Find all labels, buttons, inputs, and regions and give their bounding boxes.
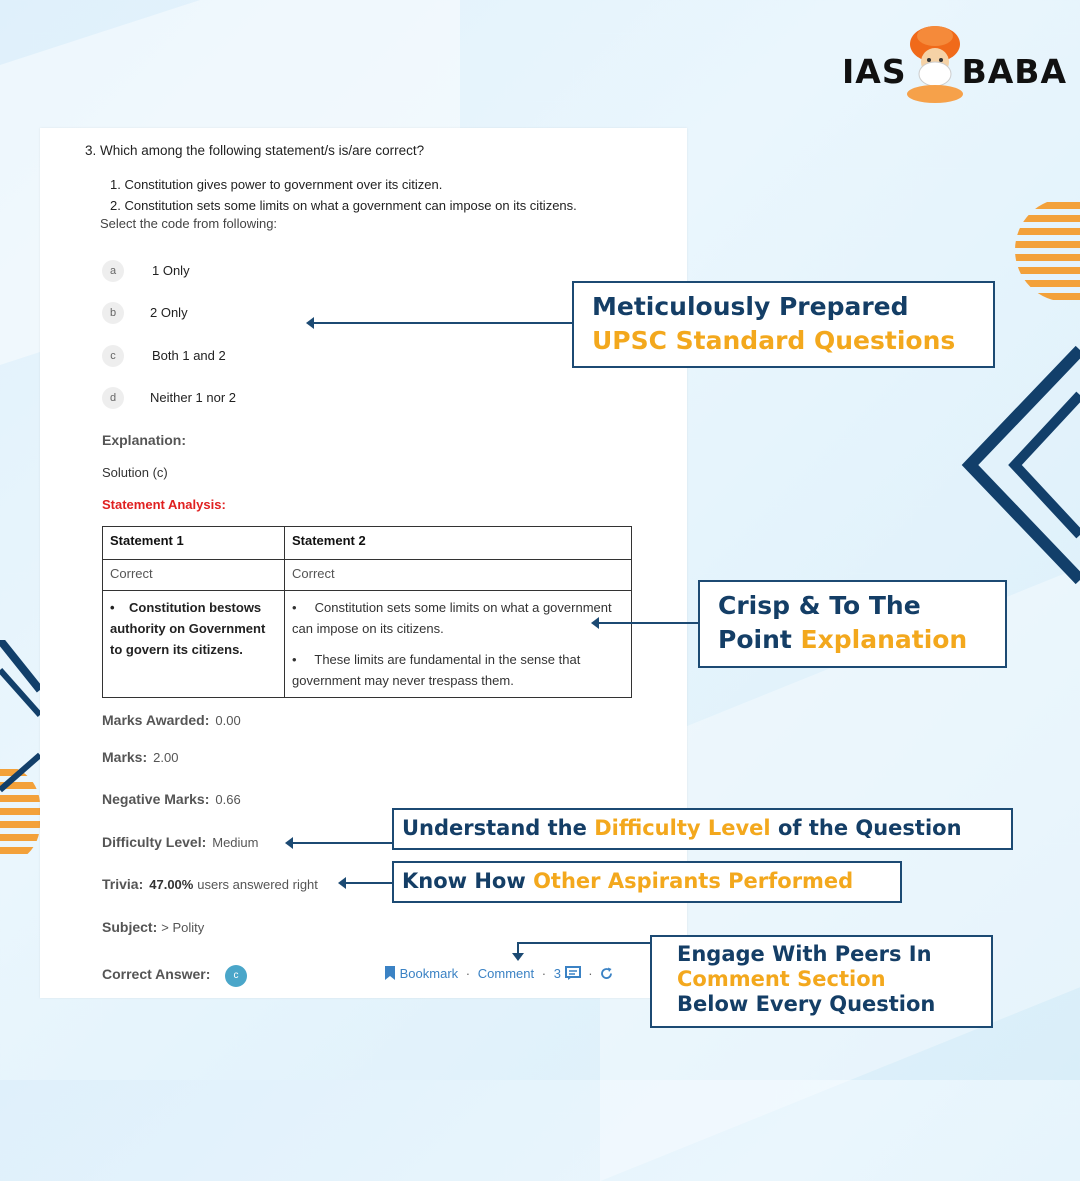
option-text: Both 1 and 2 (152, 348, 226, 363)
statement-item: 2. Constitution sets some limits on what a government can impose on its citizens. (110, 198, 577, 213)
option-text: 2 Only (150, 305, 188, 320)
comment-count[interactable]: 3 (553, 966, 561, 981)
comment-link[interactable]: Comment (477, 966, 535, 981)
table-verdict: Correct (285, 560, 632, 591)
logo-text-right: BABA (961, 52, 1067, 91)
refresh-icon[interactable] (600, 967, 613, 980)
bookmark-link[interactable]: Bookmark (399, 966, 459, 981)
option-text: 1 Only (152, 263, 190, 278)
question-actions: Bookmark · Comment · 3 · (384, 966, 613, 981)
mascot-icon (900, 22, 970, 108)
callout-line: Below Every Question (677, 992, 936, 1016)
table-cell (285, 591, 632, 698)
callout-comments (650, 935, 993, 1028)
callout-line: Crisp & To The (718, 591, 921, 620)
difficulty-level: Difficulty Level: Medium (102, 834, 259, 850)
callout-line: Know How Other Aspirants Performed (402, 869, 854, 893)
callout-arrow (312, 322, 574, 324)
callout-line: Engage With Peers In (677, 942, 932, 966)
callout-arrow (291, 842, 394, 844)
table-verdict: Correct (103, 560, 285, 591)
callout-line: Point Explanation (718, 625, 968, 654)
negative-marks: Negative Marks: 0.66 (102, 791, 241, 807)
trivia: Trivia: 47.00% users answered right (102, 876, 318, 892)
callout-line: Understand the Difficulty Level of the Question (402, 816, 962, 840)
statement-item: 1. Constitution gives power to government over its citizen. (110, 177, 443, 192)
subject: Subject: > Polity (102, 919, 205, 935)
stripe-circle-right (1015, 198, 1080, 302)
marks-awarded: Marks Awarded: 0.00 (102, 712, 241, 728)
option-key: d (102, 387, 124, 409)
callout-line: Comment Section (677, 967, 886, 991)
option-key: b (102, 302, 124, 324)
option-key: a (102, 260, 124, 282)
correct-answer-label: Correct Answer: (102, 966, 211, 982)
chevron-decoration-right (960, 340, 1080, 600)
table-header: Statement 2 (285, 527, 632, 560)
callout-line: Meticulously Prepared (592, 292, 909, 321)
bullet-item: • Constitution sets some limits on what a government can impose on its citizens. (292, 600, 612, 636)
question-title: 3. Which among the following statement/s is/are correct? (85, 143, 425, 158)
correct-answer-badge: c (225, 965, 247, 987)
chevron-decoration-left (0, 640, 40, 820)
callout-questions (572, 281, 995, 368)
callout-arrow (517, 942, 650, 944)
logo-text-left: IAS (842, 52, 907, 91)
table-cell (103, 591, 285, 698)
explanation-label: Explanation: (102, 432, 187, 448)
bullet-item: • Constitution bestows authority on Government to govern its citizens. (110, 600, 266, 657)
callout-arrow (344, 882, 394, 884)
solution-text: Solution (c) (102, 465, 168, 480)
statement-list (110, 174, 577, 216)
callout-arrow (512, 953, 524, 961)
table-header: Statement 1 (103, 527, 285, 560)
brand-logo (842, 22, 1067, 112)
callout-line: UPSC Standard Questions (592, 326, 956, 355)
callout-explanation (698, 580, 1007, 668)
callout-aspirants (392, 861, 902, 903)
option-text: Neither 1 nor 2 (150, 390, 236, 405)
statement-analysis-label: Statement Analysis: (102, 497, 226, 512)
question-instruction: Select the code from following: (100, 216, 278, 231)
statement-analysis-table (102, 526, 632, 698)
marks: Marks: 2.00 (102, 749, 179, 765)
callout-arrow (597, 622, 700, 624)
callout-difficulty (392, 808, 1013, 850)
comment-icon[interactable] (565, 966, 581, 980)
option-key: c (102, 345, 124, 367)
bookmark-icon[interactable] (384, 966, 396, 980)
bullet-item: • These limits are fundamental in the sense that government may never trespass them. (292, 652, 581, 688)
